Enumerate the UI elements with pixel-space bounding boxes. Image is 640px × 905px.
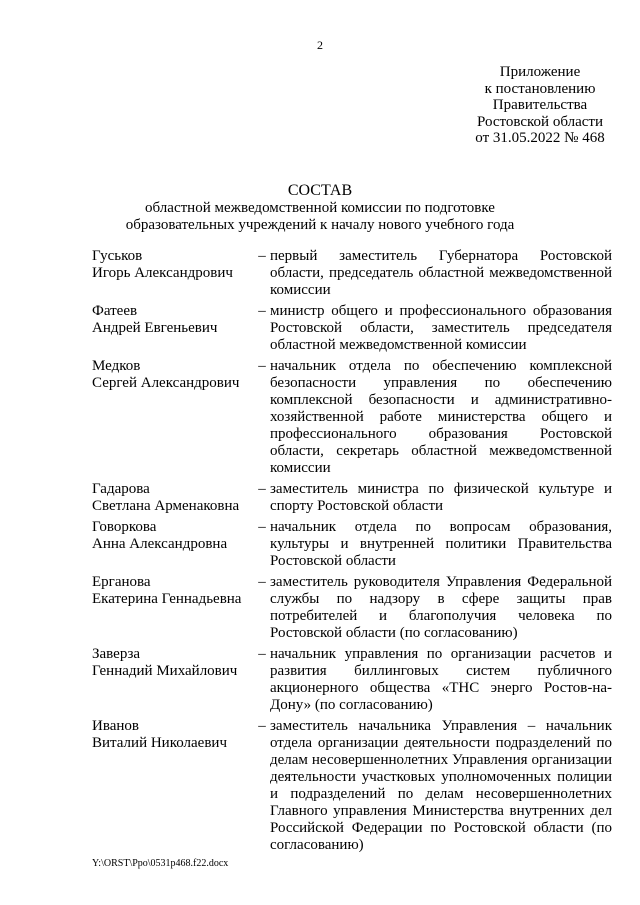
member-entry (92, 248, 612, 299)
member-entry (92, 574, 612, 642)
member-role: начальник управления по организации расчетов и развития биллинговых систем публичного акционерного общества «ТНС энерго Ростов-на-Дону» (по согласованию) (270, 646, 612, 713)
member-name (92, 303, 254, 337)
member-given-name: Светлана Арменаковна (92, 498, 240, 514)
member-dash: – (258, 248, 266, 264)
member-name (92, 358, 254, 392)
appendix-line: Правительства (492, 97, 588, 113)
appendix-line: к постановлению (484, 80, 596, 97)
appendix-line: Приложение (499, 64, 581, 80)
member-role: начальник отдела по вопросам образования, культуры и внутренней политики Правительства Ростовской области (270, 519, 612, 569)
member-dash: – (258, 519, 266, 535)
document-title (60, 182, 580, 234)
member-dash: – (258, 303, 266, 319)
member-given-name: Екатерина Геннадьевна (92, 591, 242, 607)
member-entry (92, 303, 612, 354)
member-surname: Гуськов (92, 248, 143, 264)
appendix-header (440, 64, 640, 147)
member-role: министр общего и профессионального образования Ростовской области, заместитель председателя областной межведомственной комиссии (270, 303, 612, 353)
member-surname: Иванов (92, 718, 139, 734)
member-name (92, 481, 254, 515)
member-name (92, 519, 254, 553)
member-name (92, 248, 254, 282)
member-surname: Говоркова (92, 519, 157, 535)
member-dash: – (258, 574, 266, 590)
member-entry (92, 718, 612, 854)
member-given-name: Виталий Николаевич (92, 735, 227, 751)
member-given-name: Игорь Александрович (92, 265, 233, 281)
member-surname: Фатеев (92, 303, 138, 319)
member-entry (92, 519, 612, 570)
member-entry (92, 358, 612, 477)
member-entry (92, 646, 612, 714)
member-role: заместитель министра по физической культуре и спорту Ростовской области (270, 481, 612, 514)
member-given-name: Анна Александровна (92, 536, 228, 552)
member-given-name: Сергей Александрович (92, 375, 240, 391)
member-entry (92, 481, 612, 515)
member-dash: – (258, 646, 266, 662)
page-number: 2 (317, 38, 323, 52)
title-line: образовательных учреждений к началу нового учебного года (125, 217, 515, 233)
member-role: начальник отдела по обеспечению комплексной безопасности управления по обеспечению комплексной безопасности и административно-хозяйственной работе министерства общего и профессионального образования Ростовской области, секретарь областной межведомственной комиссии (270, 358, 612, 476)
member-dash: – (258, 481, 266, 497)
appendix-line: Ростовской области (477, 113, 603, 130)
member-name (92, 718, 254, 752)
member-surname: Гадарова (92, 481, 150, 497)
member-surname: Заверза (92, 646, 141, 662)
member-name (92, 646, 254, 680)
member-name (92, 574, 254, 608)
member-role: заместитель руководителя Управления Федеральной службы по надзору в сфере защиты прав потребителей и благополучия человека по Ростовской области (по согласованию) (270, 574, 612, 641)
member-given-name: Андрей Евгеньевич (92, 320, 218, 336)
member-surname: Ерганова (92, 574, 151, 590)
title-head: СОСТАВ (287, 182, 353, 199)
member-role: первый заместитель Губернатора Ростовской области, председатель областной межведомственной комиссии (270, 248, 612, 298)
member-role: заместитель начальника Управления – начальник отдела организации деятельности подразделений по делам несовершеннолетних Управления организации деятельности участковых уполномоченных полиции и подразделений по делам несовершеннолетних Главного управления Министерства внутренних дел Российской Федерации по Ростовской области (по согласованию) (270, 718, 612, 853)
appendix-line: от 31.05.2022 № 468 (475, 130, 605, 146)
member-list (92, 248, 612, 858)
file-path-footer: Y:\ORST\Ppo\0531p468.f22.docx (92, 858, 229, 869)
member-dash: – (258, 358, 266, 374)
title-line: областной межведомственной комиссии по подготовке (145, 200, 495, 216)
member-dash: – (258, 718, 266, 734)
member-surname: Медков (92, 358, 141, 374)
member-given-name: Геннадий Михайлович (92, 663, 238, 679)
